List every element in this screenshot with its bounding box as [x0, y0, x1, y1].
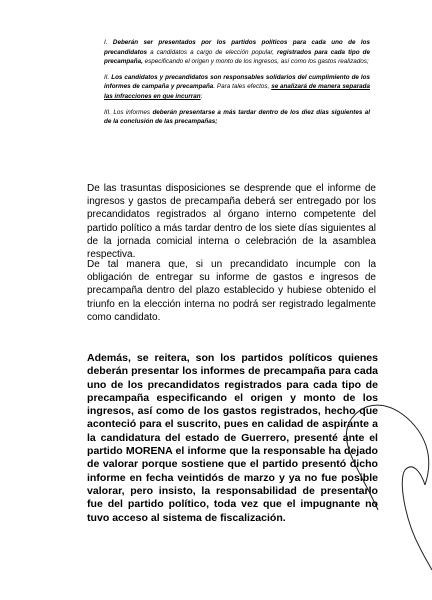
signature-stroke — [346, 405, 432, 570]
item-2-number: II. — [104, 73, 112, 81]
item-2-text: . Para tales efectos, — [213, 83, 272, 91]
paragraph-1: De las trasuntas disposiciones se desprende que el informe de ingresos y gastos de precampaña deberá ser entregado por los precandidatos registrados al órgano interno competente del partido político a más tardar dentro de los siete días siguientes al de la jornada comicial interna o celebración de la asamblea respectiva. — [87, 183, 376, 261]
item-2-bold-text: Los candidatos y precandidatos son responsables solidarios del cumplimiento de los informes de campaña y precampaña — [104, 73, 370, 91]
item-3-text: Los informes — [113, 108, 153, 116]
item-3-number: III. — [104, 108, 114, 116]
item-2-underlined-text: se analizará de manera separada las infracciones en que incurran — [104, 83, 371, 100]
item-1-text: a candidatos a cargo de elección popular, — [147, 48, 278, 56]
item-1-bold-text: Deberán ser presentados por los partidos políticos para cada uno de los precandidatos — [104, 39, 371, 56]
item-3-bold-text: deberán presentarse a más tardar dentro de los diez días siguientes al de la conclusión de las precampañas; — [104, 108, 370, 126]
item-1-text-2: especificando el origen y monto de los ingresos, así como los gastos realizados; — [142, 58, 369, 66]
paragraph-2: De tal manera que, si un precandidato incumple con la obligación de entregar su informe de gastos e ingresos de precampaña dentro del plazo establecido y hubiese obtenido el triunfo en la elección interna no podrá ser registrado legalmente como candidato. — [87, 259, 376, 323]
item-2-end: ; — [200, 92, 203, 100]
item-1-bold-text-2: registrados para cada tipo de precampaña, — [104, 48, 370, 66]
item-1-number: I. — [104, 39, 113, 46]
bold-paragraph: Además, se reitera, son los partidos políticos quienes deberán presentar los informes de precampaña para cada uno de los precandidatos registrados para cada tipo de precampaña especificando el origen y monto de los ingresos, así como de los gastos registrados, hecho que aconteció para el suscrito, pues en calidad de aspirante a la candidatura del estado de Guerrero, presenté ante el partido MORENA el informe que la responsable ha dejado de valorar porque sostiene que el partido presentó dicho informe en fecha veintidós de marzo y ya no fue posible valorar, pero insisto, la responsabilidad de presentarlo fue del partido político, toda vez que el impugnante no tuvo acceso al sistema de fiscalización. — [87, 352, 378, 524]
